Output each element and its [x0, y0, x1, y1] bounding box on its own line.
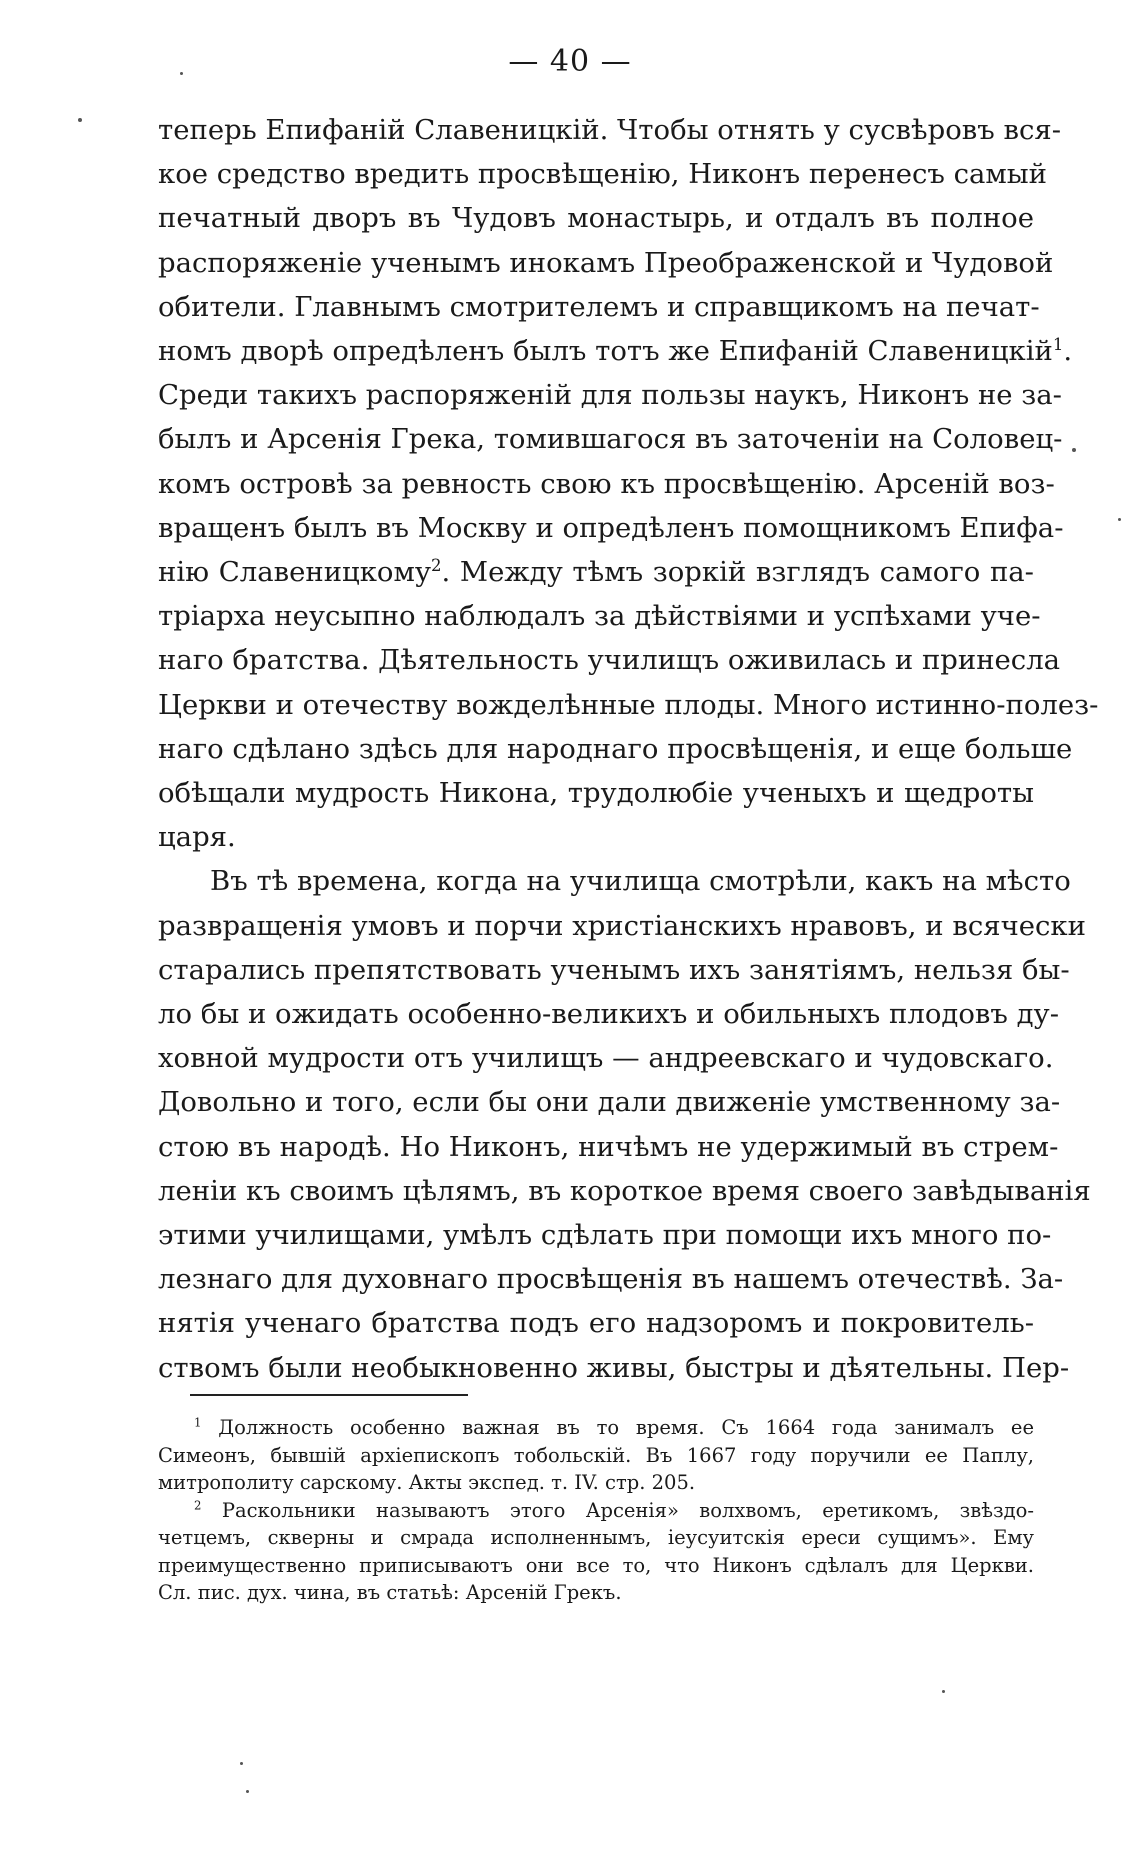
- text-line: распоряженіе ученымъ инокамъ Преображенской и Чудовой: [158, 246, 1054, 279]
- text-line: [158, 550, 1034, 594]
- scan-speck: [1072, 448, 1076, 452]
- text-line: обители. Главнымъ смотрителемъ и справщикомъ на печат-: [158, 290, 1040, 323]
- scan-speck: [246, 1790, 249, 1793]
- text-line: Церкви и отечеству вожделѣнные плоды. Много истинно-полез-: [158, 688, 1099, 721]
- text-line: царя.: [158, 821, 236, 854]
- text-line: стою въ народѣ. Но Никонъ, ничѣмъ не удержимый въ стрем-: [158, 1130, 1059, 1163]
- text-line: ховной мудрости отъ училищъ — андреевскаго и чудовскаго.: [158, 1042, 1054, 1075]
- footnote-1: [158, 1414, 1034, 1497]
- footnote-mark-2: 2: [194, 1498, 202, 1512]
- scan-speck: [942, 1690, 945, 1693]
- text-line: Среди такихъ распоряженій для пользы наукъ, Никонъ не за-: [158, 379, 1062, 412]
- text-line: наго братства. Дѣятельность училищъ оживилась и принесла: [158, 644, 1061, 677]
- footnote-2: [158, 1497, 1034, 1607]
- text-segment: Раскольники называютъ этого Арсенія» волхвомъ, еретикомъ, звѣздо-: [221, 1498, 1035, 1522]
- footnote-line: преимущественно приписываютъ они все то, что Никонъ сдѣлалъ для Церкви.: [158, 1553, 1034, 1577]
- footnote-line: [158, 1414, 1034, 1442]
- page-number: — 40 —: [508, 44, 632, 79]
- paragraph-2: [158, 859, 1091, 1389]
- footnote-line: митрополиту сарскому. Акты экспед. т. IV. стр. 205.: [158, 1471, 696, 1494]
- text-line: кое средство вредить просвѣщенію, Никонъ перенесъ самый: [158, 158, 1048, 191]
- footnote-line: четцемъ, скверны и смрада исполненнымъ, іеусуитскія ереси сущимъ». Ему: [158, 1526, 1034, 1549]
- text-line: лезнаго для духовнаго просвѣщенія въ нашемъ отечествѣ. За-: [158, 1263, 1064, 1296]
- scan-speck: [180, 72, 183, 75]
- scan-speck: [1118, 518, 1121, 521]
- text-line: наго сдѣлано здѣсь для народнаго просвѣщенія, и еще больше: [158, 732, 1073, 765]
- text-line: нятія ученаго братства подъ его надзоромъ и покровитель-: [158, 1307, 1034, 1340]
- text-line: былъ и Арсенія Грека, томившагося въ заточеніи на Соловец-: [158, 423, 1063, 456]
- text-line: комъ островѣ за ревность свою къ просвѣщенію. Арсеній воз-: [158, 467, 1055, 500]
- footnotes: [158, 1414, 1034, 1607]
- text-line: обѣщали мудрость Никона, трудолюбіе ученыхъ и щедроты: [158, 777, 1034, 810]
- text-line: леніи къ своимъ цѣлямъ, въ короткое время своего завѣдыванія: [158, 1174, 1091, 1207]
- text-line: Довольно и того, если бы они дали движеніе умственному за-: [158, 1086, 1061, 1119]
- footnote-divider: [190, 1394, 468, 1396]
- footnote-line: Симеонъ, бывшій архіепископъ тобольскій. Въ 1667 году поручили ее Паплу,: [158, 1443, 1034, 1467]
- text-segment: Должность особенно важная въ то время. Съ 1664 года занималъ ее: [218, 1416, 1034, 1439]
- text-line: тріарха неусыпно наблюдалъ за дѣйствіями и успѣхами уче-: [158, 600, 1041, 633]
- text-segment: номъ дворѣ опредѣленъ былъ тотъ же Епифаній Славеницкій: [158, 335, 1053, 368]
- text-line: печатный дворъ въ Чудовъ монастырь, и отдалъ въ полное: [158, 202, 1034, 235]
- text-line: номъ дворѣ опредѣленъ былъ тотъ же Епифаній Славеницкій$^1$.: [158, 334, 1073, 368]
- text-line: ствомъ были необыкновенно живы, быстры и дѣятельны. Пер-: [158, 1351, 1070, 1384]
- text-segment: нію Славеницкому: [158, 556, 432, 589]
- text-line: этими училищами, умѣлъ сдѣлать при помощи ихъ много по-: [158, 1219, 1052, 1252]
- footnote-line: [158, 1497, 1034, 1525]
- text-line: развращенія умовъ и порчи христіанскихъ нравовъ, и всячески: [158, 909, 1086, 942]
- footnote-ref-1[interactable]: 1: [1052, 334, 1064, 354]
- text-line: вращенъ былъ въ Москву и опредѣленъ помощникомъ Епифа-: [158, 511, 1064, 544]
- footnote-ref-2[interactable]: 2: [431, 555, 442, 575]
- text-line: теперь Епифаній Славеницкій. Чтобы отнять у сусвѣровъ вся-: [158, 114, 1062, 146]
- text-line: ло бы и ожидать особенно-великихъ и обильныхъ плодовъ ду-: [158, 998, 1060, 1031]
- text-line: Въ тѣ времена, когда на училища смотрѣли, какъ на мѣсто: [210, 865, 1071, 898]
- main-text: [158, 108, 1099, 1390]
- footnote-mark-1: 1: [194, 1415, 202, 1430]
- scan-speck: [78, 118, 82, 122]
- footnote-line: Сл. пис. дух. чина, въ статьѣ: Арсеній Грекъ.: [158, 1581, 622, 1604]
- text-segment: . Между тѣмъ зоркій взглядъ самого па-: [441, 556, 1034, 589]
- paragraph-1: [158, 108, 1099, 859]
- text-line: старались препятствовать ученымъ ихъ занятіямъ, нельзя бы-: [158, 953, 1070, 986]
- scan-speck: [240, 1762, 243, 1765]
